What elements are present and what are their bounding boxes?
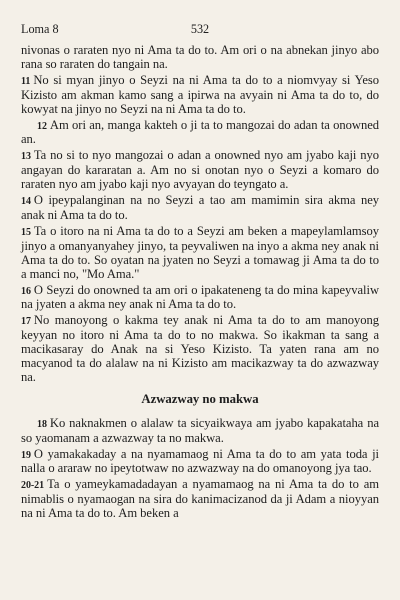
verses-before-heading [21, 44, 379, 385]
verse-number: 13 [21, 151, 31, 163]
verse-number: 17 [21, 316, 31, 328]
verses-after-heading [21, 417, 379, 521]
verse-paragraph [21, 417, 379, 446]
chapter-reference: Loma 8 [21, 22, 59, 36]
verse-number: 16 [21, 285, 31, 297]
verse-paragraph [21, 284, 379, 313]
verse-text: O ipeypalanginan na no Seyzi a tao am mamimin sira akma ney anak ni Ama ta do to. [21, 193, 379, 222]
verse-paragraph [21, 478, 379, 521]
verse-paragraph [21, 448, 379, 477]
page-content [21, 44, 379, 521]
verse-text: Ta no si to nyo mangozai o adan a onowned nyo am jyabo kaji nyo angayan do kararatan a. Am no si onotan nyo o Seyzi a komaro do raraten nyo am jyabo kaji nyo avyayan do teyngato a. [21, 148, 379, 192]
verse-text: No manoyong o kakma tey anak ni Ama ta do to am manoyong keyyan no itoro ni Ama ta do to no makwa. So ikakman ta sang a macikasaray do Anak na si Yeso Kizisto. Ta yaten rana am no macyanod ta do alalaw na ni Kizisto am macikazway ta do azwazway na. [21, 313, 379, 384]
verse-paragraph [21, 119, 379, 148]
verse-text: No si myan jinyo o Seyzi na ni Ama ta do to a niomvyay si Yeso Kizisto am akman kamo sang a ipirwa na avyain ni Ama ta do to, do kowyat na jinyo no Seyzi na ni Ama ta do to. [21, 72, 379, 116]
verse-paragraph [21, 149, 379, 192]
verse-number: 11 [21, 75, 31, 87]
verse-paragraph [21, 44, 379, 72]
verse-number: 18 [37, 418, 47, 430]
verse-paragraph [21, 225, 379, 282]
verse-number: 15 [21, 226, 31, 238]
verse-number: 12 [37, 120, 47, 132]
verse-text: Ta o itoro na ni Ama ta do to a Seyzi am beken a mapeylamlamsoy jinyo a omanyanyahey jinyo, ta peyvaliwen na inyo a akma ney anak ni Ama ta do to. So oyatan na jyaten no Seyzi a tomawag ji Ama ta do to a manci no, "Mo Ama." [21, 223, 379, 281]
verse-paragraph [21, 314, 379, 385]
verse-text: nivonas o raraten nyo ni Ama ta do to. Am ori o na abnekan jinyo abo rana so raraten do tangain na. [21, 43, 379, 71]
verse-number: 20-21 [21, 480, 45, 492]
verse-number: 19 [21, 449, 31, 461]
verse-text: O Seyzi do onowned ta am ori o ipakateneng ta do mina kapeyvaliw na jyaten a akma ney anak ni Ama ta do to. [21, 282, 379, 312]
verse-text: O yamakakaday a na nyamamaog ni Ama ta do to am yata toda ji nalla o araraw no ipeytotwaw no azwazway na do omanoyong jya tao. [21, 446, 379, 476]
verse-text: Ko naknakmen o alalaw ta sicyaikwaya am jyabo kapakataha na so yaomanam a azwazway ta no makwa. [21, 415, 379, 445]
verse-number: 14 [21, 196, 31, 208]
verse-text: Ta o yameykamadadayan a nyamamaog na ni Ama ta do to am nimablis o nyamaogan na sira do kanimacizanod da ji Adam a nioyyan na ni Ama ta do to. Am beken a [21, 477, 379, 521]
verse-paragraph [21, 74, 379, 117]
verse-paragraph [21, 194, 379, 223]
verse-text: Am ori an, manga kakteh o ji ta to mangozai do adan ta onowned an. [21, 117, 379, 147]
section-heading: Azwazway no makwa [141, 391, 259, 406]
page-header [21, 22, 379, 44]
page-number: 532 [190, 22, 210, 36]
